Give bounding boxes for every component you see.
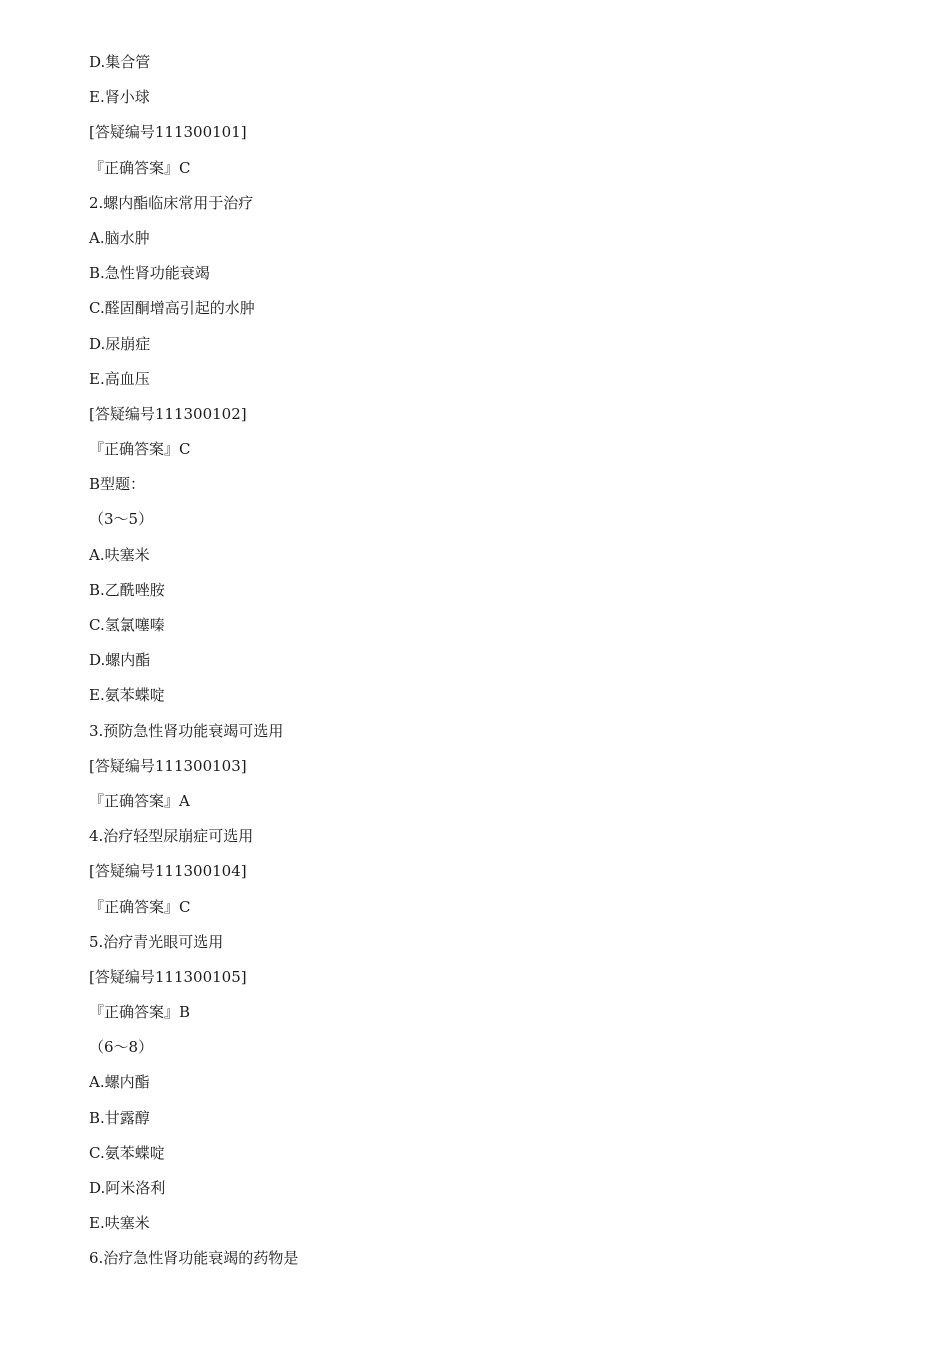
answer-line: 『正确答案』C bbox=[89, 440, 191, 459]
group-range-line: （6～8） bbox=[89, 1038, 154, 1057]
question-line: 5.治疗青光眼可选用 bbox=[89, 932, 224, 951]
option-d-line: D.螺内酯 bbox=[89, 651, 151, 670]
question-line: 2.螺内酯临床常用于治疗 bbox=[89, 193, 254, 212]
document-body bbox=[89, 52, 889, 1284]
qa-id-line: [答疑编号111300102] bbox=[89, 404, 247, 423]
option-d-line: D.集合管 bbox=[89, 53, 151, 71]
option-e-line: E.高血压 bbox=[89, 369, 150, 388]
option-e-line: E.肾小球 bbox=[89, 88, 150, 107]
qa-id-line: [答疑编号111300101] bbox=[89, 123, 247, 142]
option-b-line: B.急性肾功能衰竭 bbox=[89, 264, 210, 283]
answer-line: 『正确答案』C bbox=[89, 158, 191, 177]
option-b-line: B.乙酰唑胺 bbox=[89, 580, 165, 599]
section-heading: B型题： bbox=[89, 475, 146, 494]
question-line: 3.预防急性肾功能衰竭可选用 bbox=[89, 721, 284, 740]
option-c-line: C.醛固酮增高引起的水肿 bbox=[89, 299, 255, 318]
option-a-line: A.螺内酯 bbox=[89, 1073, 150, 1092]
option-c-line: C.氢氯噻嗪 bbox=[89, 616, 165, 634]
question-line: 6.治疗急性肾功能衰竭的药物是 bbox=[89, 1249, 299, 1268]
option-d-line: D.尿崩症 bbox=[89, 334, 151, 353]
option-b-line: B.甘露醇 bbox=[89, 1108, 150, 1127]
option-d-line: D.阿米洛利 bbox=[89, 1179, 166, 1197]
option-a-line: A.脑水肿 bbox=[89, 228, 150, 247]
qa-id-line: [答疑编号111300103] bbox=[89, 756, 247, 775]
option-c-line: C.氨苯蝶啶 bbox=[89, 1143, 165, 1162]
question-line: 4.治疗轻型尿崩症可选用 bbox=[89, 827, 254, 846]
option-e-line: E.呋塞米 bbox=[89, 1214, 150, 1233]
answer-line: 『正确答案』A bbox=[89, 791, 190, 810]
qa-id-line: [答疑编号111300104] bbox=[89, 862, 247, 881]
answer-line: 『正确答案』C bbox=[89, 897, 191, 916]
option-a-line: A.呋塞米 bbox=[89, 545, 150, 564]
qa-id-line: [答疑编号111300105] bbox=[89, 967, 247, 986]
answer-line: 『正确答案』B bbox=[89, 1003, 191, 1022]
group-range-line: （3～5） bbox=[89, 510, 154, 529]
option-e-line: E.氨苯蝶啶 bbox=[89, 686, 165, 705]
